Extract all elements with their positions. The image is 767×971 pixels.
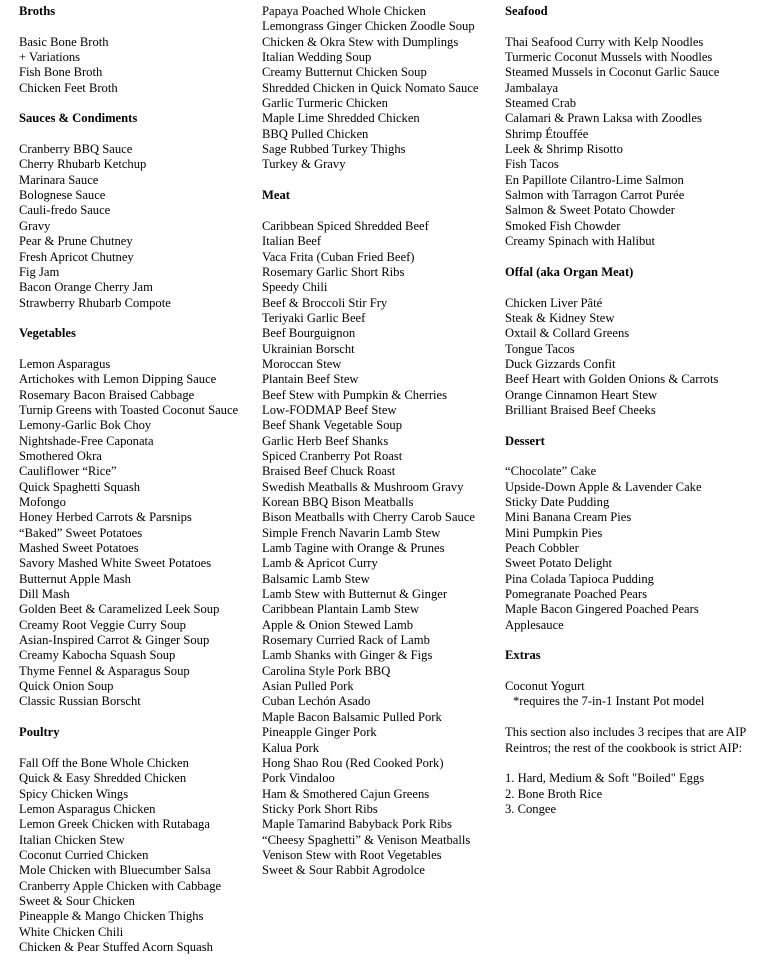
recipe-item: Rosemary Garlic Short Ribs — [262, 264, 405, 279]
recipe-item: Creamy Butternut Chicken Soup — [262, 65, 427, 80]
recipe-item: Korean BBQ Bison Meatballs — [262, 495, 414, 509]
recipe-item: Maple Lime Shredded Chicken — [262, 111, 420, 126]
recipe-item: Cauliflower “Rice” — [19, 464, 117, 479]
recipe-item: En Papillote Cilantro-Lime Salmon — [505, 172, 684, 187]
recipe-item: Bacon Orange Cherry Jam — [19, 280, 153, 295]
recipe-item: Chicken & Pear Stuffed Acorn Squash — [19, 939, 213, 954]
recipe-item: Mashed Sweet Potatoes — [19, 541, 139, 556]
recipe-item: Mofongo — [19, 495, 66, 509]
recipe-list — [19, 756, 257, 955]
recipe-item: Sweet Potato Delight — [505, 556, 613, 571]
recipe-item: White Chicken Chili — [19, 924, 124, 939]
recipe-item: Marinara Sauce — [19, 172, 99, 187]
section-poultry — [19, 725, 257, 955]
recipe-item: Teriyaki Garlic Beef — [262, 310, 366, 325]
recipe-item: Cranberry BBQ Sauce — [19, 142, 133, 157]
recipe-list — [505, 464, 760, 633]
recipe-item: Mini Pumpkin Pies — [505, 525, 603, 540]
extras-section — [505, 648, 760, 817]
recipe-item: Spiced Cranberry Pot Roast — [262, 448, 403, 463]
section-broths — [19, 4, 257, 96]
recipe-item: Beef Shank Vegetable Soup — [262, 418, 403, 433]
recipe-item: Rosemary Bacon Braised Cabbage — [19, 387, 195, 402]
recipe-item: “Cheesy Spaghetti” & Venison Meatballs — [262, 832, 471, 847]
recipe-item: Italian Wedding Soup — [262, 50, 372, 65]
recipe-item: Sweet & Sour Chicken — [19, 893, 135, 908]
section-continued — [262, 4, 502, 173]
recipe-item: Simple French Navarin Lamb Stew — [262, 525, 441, 540]
recipe-item: Sage Rubbed Turkey Thighs — [262, 142, 406, 157]
recipe-item: Mini Banana Cream Pies — [505, 510, 632, 525]
column-2 — [262, 4, 502, 894]
extras-paragraph: This section also includes 3 recipes that are AIP Reintros; the rest of the cookbook is strict AIP: — [505, 725, 746, 755]
recipe-item: Pina Colada Tapioca Pudding — [505, 571, 654, 586]
section-heading-dessert: Dessert — [505, 433, 545, 448]
recipe-item: Lamb Shanks with Ginger & Figs — [262, 648, 433, 663]
recipe-item: Beef Stew with Pumpkin & Cherries — [262, 387, 448, 402]
column-3-sections — [505, 4, 760, 633]
recipe-item: Orange Cinnamon Heart Stew — [505, 387, 658, 402]
section-heading-vegetables: Vegetables — [19, 326, 76, 341]
recipe-item: Chicken Feet Broth — [19, 80, 118, 95]
recipe-item: Savory Mashed White Sweet Potatoes — [19, 556, 212, 571]
recipe-item: Hong Shao Rou (Red Cooked Pork) — [262, 755, 444, 770]
recipe-item: Lemon Greek Chicken with Rutabaga — [19, 817, 210, 832]
recipe-item: Chicken Liver Pâté — [505, 295, 603, 310]
recipe-item: Swedish Meatballs & Mushroom Gravy — [262, 479, 464, 494]
recipe-item: Leek & Shrimp Risotto — [505, 142, 623, 157]
recipe-item: Pineapple Ginger Pork — [262, 725, 377, 740]
recipe-list — [505, 296, 760, 419]
recipe-item: Fall Off the Bone Whole Chicken — [19, 755, 189, 770]
extras-list-item-1: 1. Hard, Medium & Soft "Boiled" Eggs — [505, 771, 705, 786]
recipe-item: Steamed Crab — [505, 96, 576, 111]
recipe-item: Quick Spaghetti Squash — [19, 479, 141, 494]
recipe-item: Turnip Greens with Toasted Coconut Sauce — [19, 402, 239, 417]
recipe-item: Plantain Beef Stew — [262, 372, 359, 387]
recipe-item: Quick Onion Soup — [19, 679, 114, 694]
section-heading-offal-aka-organ-meat: Offal (aka Organ Meat) — [505, 264, 634, 279]
recipe-item: Sticky Pork Short Ribs — [262, 801, 378, 816]
recipe-item: Ukrainian Borscht — [262, 341, 355, 356]
recipe-item: Bison Meatballs with Cherry Carob Sauce — [262, 510, 476, 525]
recipe-item: Peach Cobbler — [505, 541, 579, 556]
recipe-item: Lemon Asparagus Chicken — [19, 801, 156, 816]
recipe-item: Cranberry Apple Chicken with Cabbage — [19, 878, 222, 893]
recipe-item: Papaya Poached Whole Chicken — [262, 4, 426, 18]
section-heading-sauces-condiments: Sauces & Condiments — [19, 111, 138, 126]
recipe-item: Lamb & Apricot Curry — [262, 556, 378, 571]
recipe-item: Fresh Apricot Chutney — [19, 249, 134, 264]
extras-list-item-3: 3. Congee — [505, 801, 557, 816]
recipe-item: Creamy Spinach with Halibut — [505, 234, 656, 249]
recipe-item: Low-FODMAP Beef Stew — [262, 402, 397, 417]
recipe-item: Pomegranate Poached Pears — [505, 587, 647, 602]
recipe-item: Kalua Pork — [262, 740, 320, 755]
recipe-item: Fish Bone Broth — [19, 65, 103, 80]
recipe-item: Classic Russian Borscht — [19, 694, 141, 709]
extras-item: Coconut Yogurt — [505, 679, 585, 694]
recipe-item: + Variations — [19, 50, 81, 65]
recipe-item: Shredded Chicken in Quick Nomato Sauce — [262, 80, 479, 95]
recipe-item: Golden Beet & Caramelized Leek Soup — [19, 602, 220, 617]
recipe-item: Sticky Date Pudding — [505, 495, 610, 509]
recipe-item: Mole Chicken with Bluecumber Salsa — [19, 863, 211, 878]
recipe-item: Caribbean Spiced Shredded Beef — [262, 218, 429, 233]
recipe-item: “Chocolate” Cake — [505, 464, 597, 479]
section-sauces-condiments — [19, 111, 257, 310]
recipe-item: Honey Herbed Carrots & Parsnips — [19, 510, 192, 525]
recipe-item: Chicken & Okra Stew with Dumplings — [262, 34, 459, 49]
recipe-item: Butternut Apple Mash — [19, 571, 131, 586]
recipe-item: Shrimp Étouffée — [505, 126, 589, 141]
extras-note: *requires the 7-in-1 Instant Pot model — [513, 694, 705, 709]
recipe-item: Applesauce — [505, 617, 564, 632]
recipe-item: Sweet & Sour Rabbit Agrodolce — [262, 863, 425, 878]
recipe-item: Ham & Smothered Cajun Greens — [262, 786, 430, 801]
recipe-item: Jambalaya — [505, 80, 559, 95]
recipe-item: Gravy — [19, 218, 51, 233]
recipe-item: Venison Stew with Root Vegetables — [262, 847, 442, 862]
section-dessert — [505, 434, 760, 633]
recipe-item: Basic Bone Broth — [19, 34, 109, 49]
section-heading-meat: Meat — [262, 188, 290, 203]
recipe-item: Moroccan Stew — [262, 356, 342, 371]
recipe-item: Speedy Chili — [262, 280, 328, 295]
recipe-item: Pear & Prune Chutney — [19, 234, 133, 249]
recipe-item: Tongue Tacos — [505, 341, 575, 356]
recipe-item: Salmon & Sweet Potato Chowder — [505, 203, 676, 218]
recipe-item: Vaca Frita (Cuban Fried Beef) — [262, 249, 415, 264]
section-offal-aka-organ-meat — [505, 265, 760, 418]
section-meat — [262, 188, 502, 878]
recipe-list — [262, 219, 502, 879]
recipe-item: Brilliant Braised Beef Cheeks — [505, 402, 656, 417]
recipe-item: Maple Bacon Balsamic Pulled Pork — [262, 709, 442, 724]
recipe-item: Upside-Down Apple & Lavender Cake — [505, 479, 702, 494]
extras-list-item-2: 2. Bone Broth Rice — [505, 786, 603, 801]
recipe-item: Maple Tamarind Babyback Pork Ribs — [262, 817, 452, 832]
recipe-item: Creamy Kabocha Squash Soup — [19, 648, 176, 663]
recipe-item: Lemon Asparagus — [19, 356, 111, 371]
recipe-item: Fish Tacos — [505, 157, 559, 172]
recipe-item: Apple & Onion Stewed Lamb — [262, 617, 414, 632]
section-heading-extras: Extras — [505, 648, 541, 663]
recipe-list — [262, 4, 502, 173]
recipe-item: Italian Chicken Stew — [19, 832, 125, 847]
recipe-item: Asian-Inspired Carrot & Ginger Soup — [19, 633, 210, 648]
recipe-item: Bolognese Sauce — [19, 188, 106, 203]
recipe-item: Oxtail & Collard Greens — [505, 326, 630, 341]
recipe-item: Turmeric Coconut Mussels with Noodles — [505, 50, 713, 65]
recipe-item: Strawberry Rhubarb Compote — [19, 295, 171, 310]
section-heading-poultry: Poultry — [19, 725, 60, 740]
recipe-item: Coconut Curried Chicken — [19, 847, 149, 862]
recipe-item: Thyme Fennel & Asparagus Soup — [19, 663, 190, 678]
recipe-item: Artichokes with Lemon Dipping Sauce — [19, 372, 217, 387]
recipe-item: Cherry Rhubarb Ketchup — [19, 157, 147, 172]
recipe-list — [19, 142, 257, 311]
recipe-item: Pineapple & Mango Chicken Thighs — [19, 909, 204, 924]
recipe-item: Balsamic Lamb Stew — [262, 571, 370, 586]
recipe-item: Beef & Broccoli Stir Fry — [262, 295, 388, 310]
section-heading-seafood: Seafood — [505, 4, 548, 18]
recipe-item: Thai Seafood Curry with Kelp Noodles — [505, 34, 704, 49]
recipe-item: Lemony-Garlic Bok Choy — [19, 418, 152, 433]
recipe-item: Steamed Mussels in Coconut Garlic Sauce — [505, 65, 720, 80]
recipe-item: Lamb Tagine with Orange & Prunes — [262, 541, 445, 556]
recipe-item: Steak & Kidney Stew — [505, 310, 615, 325]
recipe-item: Cuban Lechón Asado — [262, 694, 371, 709]
recipe-item: Beef Heart with Golden Onions & Carrots — [505, 372, 719, 387]
recipe-item: Italian Beef — [262, 234, 322, 249]
recipe-item: Pork Vindaloo — [262, 771, 335, 786]
recipe-item: Carolina Style Pork BBQ — [262, 663, 391, 678]
recipe-list — [505, 35, 760, 250]
recipe-item: Salmon with Tarragon Carrot Purée — [505, 188, 685, 203]
column-3 — [505, 4, 760, 817]
recipe-item: BBQ Pulled Chicken — [262, 126, 369, 141]
recipe-item: Smothered Okra — [19, 448, 102, 463]
recipe-item: Nightshade-Free Caponata — [19, 433, 154, 448]
recipe-item: Smoked Fish Chowder — [505, 218, 621, 233]
recipe-item: Spicy Chicken Wings — [19, 786, 129, 801]
recipe-item: Rosemary Curried Rack of Lamb — [262, 633, 430, 648]
recipe-item: Calamari & Prawn Laksa with Zoodles — [505, 111, 702, 126]
recipe-item: Cauli-fredo Sauce — [19, 203, 111, 218]
recipe-item: Turkey & Gravy — [262, 157, 346, 172]
recipe-item: “Baked” Sweet Potatoes — [19, 525, 143, 540]
recipe-item: Maple Bacon Gingered Poached Pears — [505, 602, 699, 617]
recipe-list — [19, 357, 257, 710]
recipe-item: Beef Bourguignon — [262, 326, 356, 341]
recipe-list — [19, 35, 257, 96]
section-heading-broths: Broths — [19, 4, 56, 18]
recipe-item: Garlic Turmeric Chicken — [262, 96, 388, 111]
recipe-item: Dill Mash — [19, 587, 70, 602]
recipe-item: Lamb Stew with Butternut & Ginger — [262, 587, 448, 602]
section-seafood — [505, 4, 760, 250]
recipe-item: Duck Gizzards Confit — [505, 356, 616, 371]
recipe-item: Creamy Root Veggie Curry Soup — [19, 617, 186, 632]
recipe-item: Braised Beef Chuck Roast — [262, 464, 396, 479]
recipe-item: Caribbean Plantain Lamb Stew — [262, 602, 420, 617]
recipe-item: Garlic Herb Beef Shanks — [262, 433, 389, 448]
recipe-item: Fig Jam — [19, 264, 60, 279]
recipe-item: Asian Pulled Pork — [262, 679, 354, 694]
section-vegetables — [19, 326, 257, 710]
recipe-item: Lemongrass Ginger Chicken Zoodle Soup — [262, 19, 475, 34]
recipe-item: Quick & Easy Shredded Chicken — [19, 771, 187, 786]
column-1 — [19, 4, 257, 971]
